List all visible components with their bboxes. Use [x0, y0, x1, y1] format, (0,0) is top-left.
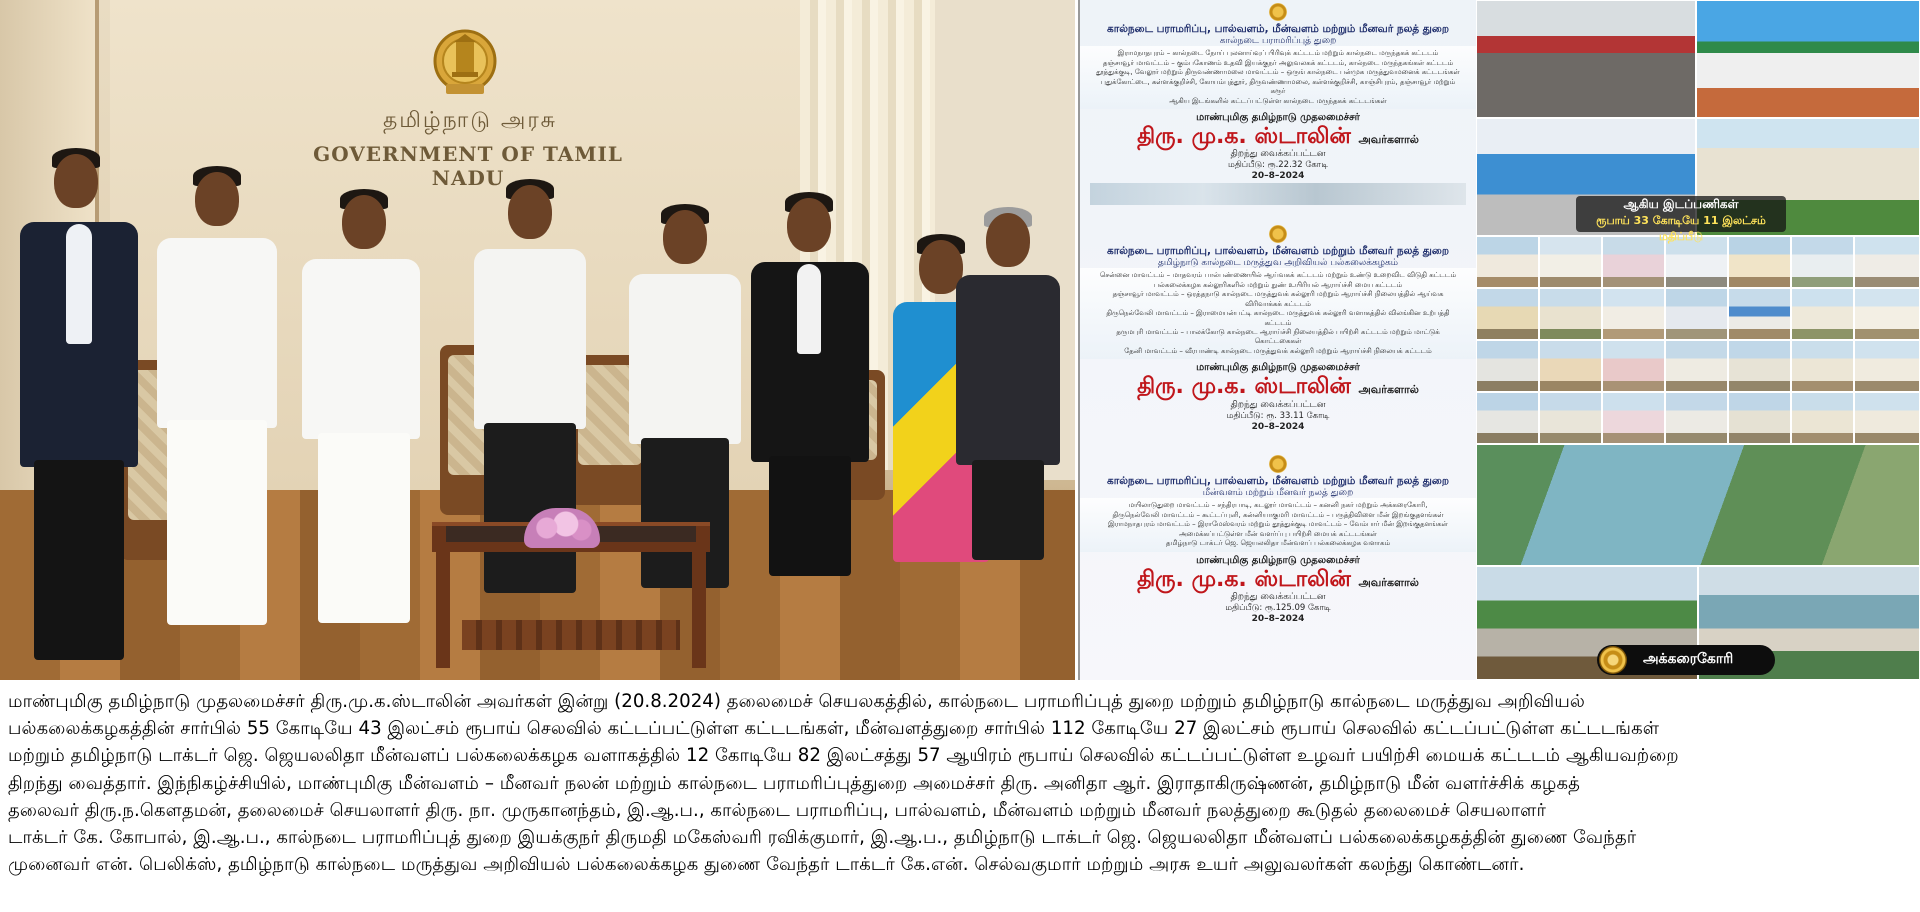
photo-veterinary-clinic [1791, 340, 1854, 392]
plaque-subdepartment: தமிழ்நாடு கால்நடை மருத்துவ அறிவியல் பல்கலைக்கழகம் [1157, 257, 1398, 268]
plaque-line: தூத்துக்குடி, வேலூர் மற்றும் திருவண்ணாமலை மாவட்டம் – ஒருங் கால்நடை பன்முக மருத்துவமனைக் கட்டடங்கள் [1096, 68, 1460, 77]
plaque-date: 20–8–2024 [1251, 613, 1305, 624]
plaque-opened: திறந்து வைக்கப்பட்டன [1230, 399, 1326, 410]
plaque-line: புதுக்கோட்டை, கள்ளக்குறிச்சி, கோயம்புத்தூர், திருவண்ணாமலை, கள்ளக்குறிச்சி, காஞ்சிபுரம், தஞ்சாவூர் மற்றும் கரூர் [1100, 77, 1456, 96]
person [0, 140, 150, 670]
plaque-line: இராமநாதபுரம் மாவட்டம் – இராமேஸ்வரம் மற்றும் தூத்துக்குடி மாவட்டம் – வேம்பார் மீன் இறங்குதளங்கள் [1108, 520, 1448, 529]
plaque-line: திருநெல்வேலி மாவட்டம் – கூட்டப்புளி, கன்னியாகுமரி மாவட்டம் – பருத்திவிளை மீன் இறங்குதளங்கள் [1112, 510, 1444, 519]
plaque-cm-title: மாண்புமிகு தமிழ்நாடு முதலமைச்சர் [1196, 112, 1360, 124]
person [290, 185, 430, 640]
photo-veterinary-clinic [1665, 340, 1728, 392]
plaque-department: கால்நடை பராமரிப்பு, பால்வளம், மீன்வளம் மற்றும் மீனவர் நலத் துறை [1107, 245, 1449, 257]
place-badge [1597, 645, 1775, 675]
press-release-caption [8, 688, 1912, 908]
plaque-line: மயிலாடுதுறை மாவட்டம் – சந்திரபாடி, கடலூர் மாவட்டம் – கனனி நகர் மற்றும் அக்கரைகோரி, [1128, 501, 1428, 510]
photo-veterinary-clinic [1602, 392, 1665, 444]
plaque-name-suffix: அவர்களால் [1358, 575, 1419, 589]
plaque-opened: திறந்து வைக்கப்பட்டன [1230, 149, 1326, 160]
caption-line: தலைவர் திரு.ந.கௌதமன், தலைமைச் செயலாளர் திரு. நா. முருகானந்தம், இ.ஆ.ப., கால்நடை பராமரிப்பு, பால்வளம், மீன்வளம் மற்றும் மீனவர் நலத்துறை கூடுதல் தலைமைச் செயலாளர் [8, 799, 1547, 821]
plaque-line: இராமநாதபுரம் – கால்நடை நோய் புலனாய்வுப் பிரிவுக் கட்டடம் மற்றும் கால்நடை மருந்தகக் கட்டடம் [1117, 49, 1439, 58]
plaque-line: தமிழ்நாடு டாக்டர் ஜெ. ஜெயலலிதா மீன்வளப் பல்கலைக்கழக வளாகம் [1165, 539, 1391, 548]
photo-building-facade [1696, 0, 1920, 118]
caption-line: திறந்து வைத்தார். இந்நிகழ்ச்சியில், மாண்புமிகு மீன்வளம் – மீனவர் நலன் மற்றும் கால்நடை பராமரிப்புத்துறை அமைச்சர் திரு. அனிதா ஆர். இராதாகிருஷ்ணன், தமிழ்நாடு மீன் வளர்ச்சிக் கழகத் [8, 772, 1580, 794]
caption-line: டாக்டர் கே. கோபால், இ.ஆ.ப., கால்நடை பராமரிப்புத் துறை இயக்குநர் திருமதி மகேஸ்வரி ரவிக்குமார், இ.ஆ.ப., தமிழ்நாடு டாக்டர் ஜெ. ஜெயலலிதா மீன்வளப் பல்கலைக்கழகத்தின் துணை வேந்தர் [8, 826, 1637, 848]
person [745, 190, 875, 590]
plaque-department: கால்நடை பராமரிப்பு, பால்வளம், மீன்வளம் மற்றும் மீனவர் நலத் துறை [1107, 475, 1449, 487]
plaque-department: கால்நடை பராமரிப்பு, பால்வளம், மீன்வளம் மற்றும் மீனவர் நலத் துறை [1107, 23, 1449, 35]
plaque-cm-name [1080, 567, 1476, 592]
tamil-nadu-seal-icon [1599, 646, 1627, 674]
photo-veterinary-clinic [1476, 288, 1539, 340]
plaque-line: தேனி மாவட்டம் – வீரபாண்டி கால்நடை மருத்துவக் கல்லூரி மற்றும் ஆராய்ச்சி நிலையக் கட்டடம் [1124, 346, 1432, 355]
place-label: அக்கரைகோரி [1643, 651, 1734, 667]
plaque-body [1080, 268, 1476, 359]
plaque-photo-strip [1090, 183, 1466, 205]
caption-line: மாண்புமிகு தமிழ்நாடு முதலமைச்சர் திரு.மு.க.ஸ்டாலின் அவர்கள் இன்று (20.8.2024) தலைமைச் செயலகத்தில், கால்நடை பராமரிப்புத் துறை மற்றும் தமிழ்நாடு கால்நடை மருத்துவ அறிவியல் [8, 691, 1586, 712]
plaque-cm-name [1080, 124, 1476, 149]
caption-line: முனைவர் என். பெலிக்ஸ், தமிழ்நாடு கால்நடை மருத்துவ அறிவியல் பல்கலைக்கழக துணை வேந்தர் டாக்டர் கே.என். செல்வகுமார் மற்றும் அரசு உயர் அலுவலர்கள் கலந்து கொண்டனர். [8, 854, 1525, 876]
photo-veterinary-clinic [1854, 392, 1920, 444]
photo-veterinary-clinic [1854, 288, 1920, 340]
tamil-nadu-emblem-icon [432, 28, 498, 100]
plaque-line: தருமபுரி மாவட்டம் – பாலக்கோடு கால்நடை ஆராய்ச்சி நிலையத்தில் பயிற்சி கட்டடம் மற்றும் மாட்டுக் கொட்டகைகள் [1116, 328, 1440, 346]
photo-veterinary-clinic [1791, 392, 1854, 444]
photo-veterinary-clinic [1728, 288, 1791, 340]
plaque-line: ஆகிய இடங்களில் கட்டப்பட்டுள்ள கால்நடை மருந்தகக் கட்டடங்கள் [1169, 96, 1387, 105]
collage-overlay-caption [1576, 196, 1786, 243]
tamil-nadu-seal-icon [1269, 455, 1287, 473]
government-title-tamil: தமிழ்நாடு அரசு [382, 108, 558, 133]
photo-fishing-harbour-aerial [1476, 444, 1920, 566]
tamil-nadu-seal-icon [1269, 225, 1287, 243]
overlay-line-1: ஆகிய இடப்பணிகள் [1623, 197, 1739, 211]
plaque-line: தஞ்சாவூர் மாவட்டம் – ஒரத்தநாடு கால்நடை மருத்துவக் கல்லூரி மற்றும் ஆராய்ச்சி நிலையத்தில் ஆய்வக விரிவாக்கக் கட்டடம் [1112, 290, 1444, 308]
photo-veterinary-clinic [1854, 236, 1920, 288]
photo-veterinary-clinic [1665, 288, 1728, 340]
plaque-cost: மதிப்பீடு: ரூ. 33.11 கோடி [1226, 410, 1330, 421]
event-photo [0, 0, 1075, 680]
plaque-cm-title: மாண்புமிகு தமிழ்நாடு முதலமைச்சர் [1196, 362, 1360, 374]
plaque-subdepartment: மீன்வளம் மற்றும் மீனவர் நலத் துறை [1202, 487, 1354, 498]
photo-veterinary-clinic [1539, 392, 1602, 444]
photo-veterinary-clinic [1791, 236, 1854, 288]
tamil-nadu-seal-icon [1269, 3, 1287, 21]
plaque-name-suffix: அவர்களால் [1358, 133, 1419, 147]
photo-veterinary-clinic [1665, 392, 1728, 444]
plaque-opened: திறந்து வைக்கப்பட்டன [1230, 591, 1326, 602]
photo-veterinary-clinic [1476, 340, 1539, 392]
photo-computer-lab [1476, 0, 1696, 118]
photo-veterinary-clinic [1539, 340, 1602, 392]
caption-line: மற்றும் தமிழ்நாடு டாக்டர் ஜெ. ஜெயலலிதா மீன்வளப் பல்கலைக்கழக வளாகத்தில் 12 கோடியே 82 இலட்சத்து 57 ஆயிரம் ரூபாய் செலவில் கட்டப்பட்டுள்ள உழவர் பயிற்சி மையக் கட்டடம் ஆகியவற்றை [8, 745, 1679, 767]
plaque-subdepartment: கால்நடை பராமரிப்புத் துறை [1219, 35, 1337, 46]
photo-veterinary-clinic [1539, 288, 1602, 340]
government-title-english: GOVERNMENT OF TAMIL NADU [313, 142, 623, 190]
photo-veterinary-clinic [1602, 288, 1665, 340]
plaque-line: அமைக்கப்பட்டுள்ள மீன் வளர்ப்பு பயிற்சி மையக் கட்டடங்கள் [1178, 529, 1377, 538]
plaque-body [1080, 46, 1476, 109]
plaque-cm-title: மாண்புமிகு தமிழ்நாடு முதலமைச்சர் [1196, 554, 1360, 566]
plaque-date: 20–8–2024 [1251, 421, 1305, 432]
plaque-veterinary-university [1080, 222, 1476, 432]
plaque-name-text: திரு. மு.க. ஸ்டாலின் [1137, 124, 1351, 150]
plaque-date: 20–8–2024 [1251, 171, 1305, 182]
plaque-line: பல்கலைக்கழக கல்லூரிகளில் மற்றும் நுண் உயிரியல் ஆராய்ச்சி மைய கட்டடம் [1153, 280, 1403, 289]
plaque-cost: மதிப்பீடு: ரூ.22.32 கோடி [1228, 160, 1328, 171]
plaque-line: திருநெல்வேலி மாவட்டம் – இராமையன்பட்டி கால்நடை மருத்துவக் கல்லூரி வளாகத்தில் விலங்கின உற்பத்தி கட்டடம் [1106, 309, 1450, 327]
plaque-name-suffix: அவர்களால் [1358, 383, 1419, 397]
plaque-fisheries [1080, 452, 1476, 624]
caption-line: பல்கலைக்கழகத்தின் சார்பில் 55 கோடியே 43 இலட்சம் ரூபாய் செலவில் கட்டப்பட்டுள்ள கட்டடங்கள், மீன்வளத்துறை சார்பில் 112 கோடியே 27 இலட்சம் ரூபாய் செலவில் கட்டப்பட்டுள்ள கட்டடங்கள் [8, 718, 1660, 740]
overlay-line-2: ரூபாய் 33 கோடியே 11 இலட்சம் மதிப்பீடு [1596, 214, 1766, 243]
photo-veterinary-clinic [1854, 340, 1920, 392]
person [950, 205, 1065, 565]
building-photo-collage [1476, 0, 1920, 680]
photo-veterinary-clinic [1476, 236, 1539, 288]
inauguration-plaques [1078, 0, 1476, 680]
plaque-name-text: திரு. மு.க. ஸ்டாலின் [1137, 374, 1351, 400]
photo-veterinary-clinic [1602, 340, 1665, 392]
photo-veterinary-clinic [1476, 392, 1539, 444]
plaque-name-text: திரு. மு.க. ஸ்டாலின் [1137, 566, 1351, 592]
plaque-line: சென்னை மாவட்டம் – மாதவரம் பால்பண்ணையில் ஆய்வகக் கட்டடம் மற்றும் உண்டு உறைவிட விடுதி கட்டடம் [1099, 271, 1457, 280]
plaque-cm-name [1080, 374, 1476, 399]
plaque-body [1080, 498, 1476, 551]
person [145, 160, 285, 640]
plaque-cost: மதிப்பீடு: ரூ.125.09 கோடி [1225, 602, 1331, 613]
plaque-line: தஞ்சாவூர் மாவட்டம் – கும்பகோணம் உதவி இயக்குநர் அலுவலகக் கட்டடம், கால்நடை மருந்தகங்கள் கட்டடம் [1102, 58, 1454, 67]
photo-veterinary-clinic [1791, 288, 1854, 340]
plaque-animal-husbandry [1080, 0, 1476, 205]
photo-veterinary-clinic [1728, 340, 1791, 392]
photo-veterinary-clinic [1728, 392, 1791, 444]
